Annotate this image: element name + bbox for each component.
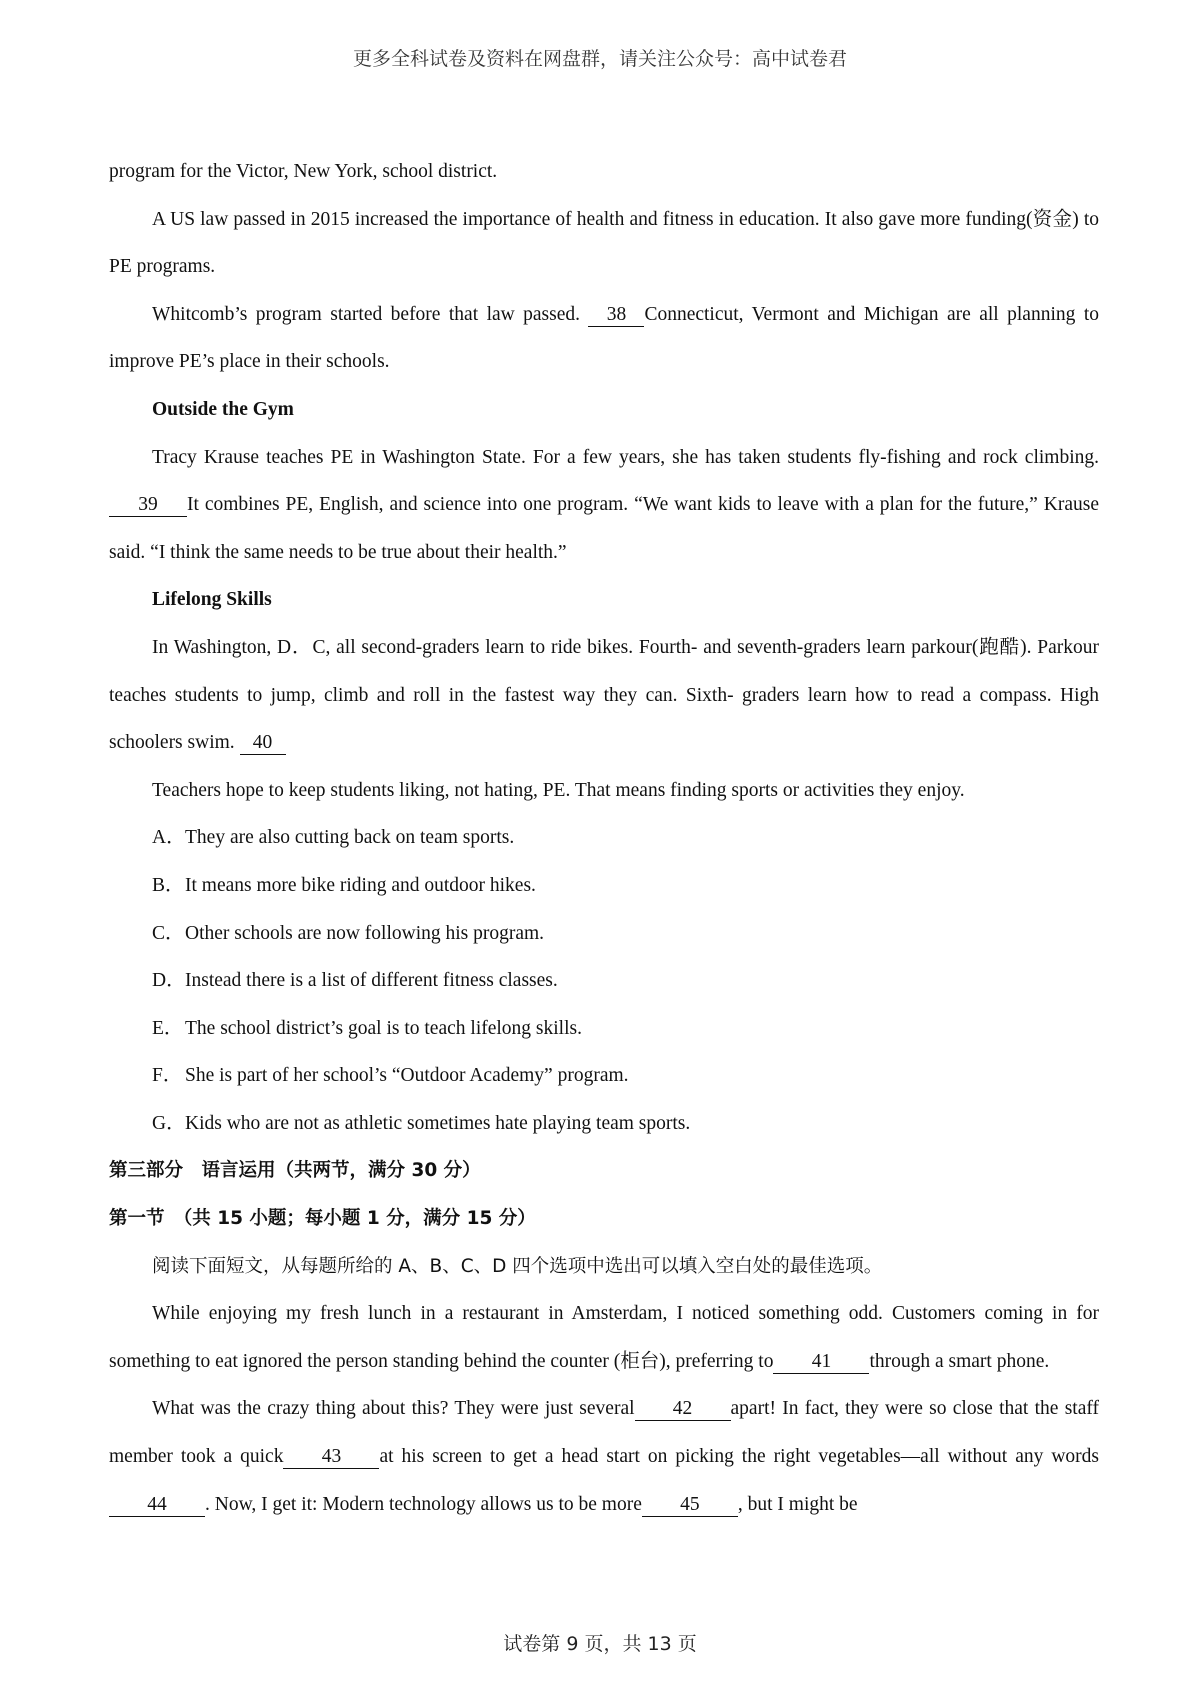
- paragraph-crazy-text-b: apart! In fact, they were so close that the staff member took a quick: [109, 1398, 1100, 1468]
- option-letter: A．: [152, 827, 186, 849]
- paragraph-dc-text: In Washington, D．C, all second-graders learn to ride bikes. Fourth- and seventh-graders learn parkour(跑酷). Parkour teaches students to jump, climb and roll in the fastest way they can. Sixth- graders learn how to read a compass. High schoolers swim.: [109, 636, 1099, 754]
- heading-outside-gym: Outside the Gym: [152, 398, 294, 420]
- paragraph-program: [109, 291, 1099, 386]
- paragraph-restaurant-text-a: While enjoying my fresh lunch in a restaurant in Amsterdam, I noticed something odd. Customers coming in for something to eat ignored the person standing behind the counter (柜台), preferring to: [109, 1303, 1099, 1372]
- option-a[interactable]: [109, 814, 1099, 862]
- paragraph-crazy-text-a: What was the crazy thing about this? They were just several: [152, 1398, 635, 1420]
- blank-40[interactable]: 40: [240, 732, 286, 755]
- option-b[interactable]: [109, 862, 1099, 910]
- paragraph-program-text-b: Connecticut, Vermont and Michigan are all planning to improve PE’s place in their schools.: [109, 303, 1099, 373]
- paragraph-dc: [109, 624, 1099, 767]
- page-footer: 试卷第 9 页，共 13 页: [503, 1633, 697, 1655]
- section-title: 第三部分 语言运用（共两节，满分 30 分）: [109, 1160, 481, 1182]
- blank-44[interactable]: 44: [109, 1494, 205, 1517]
- paragraph-krause-text-a: Tracy Krause teaches PE in Washington State. For a few years, she has taken students fly-fishing and rock climbing.: [152, 446, 1099, 468]
- option-text: Other schools are now following his program.: [185, 922, 545, 944]
- option-text: It means more bike riding and outdoor hikes.: [185, 874, 536, 896]
- paragraph-crazy-text-e: , but I might be: [737, 1493, 858, 1515]
- option-text: The school district’s goal is to teach lifelong skills.: [185, 1017, 582, 1039]
- option-c[interactable]: [109, 910, 1099, 958]
- paragraph-restaurant-text-b: through a smart phone.: [869, 1350, 1050, 1372]
- paragraph-law: A US law passed in 2015 increased the importance of health and fitness in education. It also gave more funding(资金) to PE programs.: [109, 208, 1099, 278]
- options-list: [109, 814, 1099, 1147]
- option-d[interactable]: [109, 957, 1099, 1005]
- option-text: Kids who are not as athletic sometimes hate playing team sports.: [185, 1112, 691, 1134]
- option-text: She is part of her school’s “Outdoor Academy” program.: [185, 1065, 629, 1087]
- paragraph-krause-text-b: It combines PE, English, and science into one program. “We want kids to leave with a plan for the future,” Krause said. “I think the same needs to be true about their health.”: [109, 494, 1099, 563]
- option-letter: D．: [152, 970, 186, 992]
- paragraph-program-text-a: Whitcomb’s program started before that law passed.: [152, 303, 589, 325]
- section-instruction: 阅读下面短文，从每题所给的 A、B、C、D 四个选项中选出可以填入空白处的最佳选项。: [152, 1255, 883, 1277]
- option-f[interactable]: [109, 1052, 1099, 1100]
- heading-lifelong-skills: Lifelong Skills: [152, 589, 272, 611]
- blank-42[interactable]: 42: [635, 1398, 731, 1421]
- blank-38[interactable]: 38: [588, 304, 644, 327]
- blank-43[interactable]: 43: [283, 1446, 379, 1469]
- option-g[interactable]: [109, 1100, 1099, 1148]
- option-e[interactable]: [109, 1005, 1099, 1053]
- paragraph-teachers-hope: Teachers hope to keep students liking, not hating, PE. That means finding sports or activities they enjoy.: [152, 779, 965, 801]
- blank-41[interactable]: 41: [773, 1351, 869, 1374]
- option-letter: F．: [152, 1065, 183, 1087]
- option-letter: B．: [152, 874, 185, 896]
- paragraph-krause: [109, 434, 1099, 577]
- line-intro: program for the Victor, New York, school district.: [109, 161, 498, 182]
- option-text: Instead there is a list of different fitness classes.: [185, 970, 558, 992]
- option-letter: G．: [152, 1112, 186, 1134]
- page-content: [109, 148, 1099, 1528]
- page-header: 更多全科试卷及资料在网盘群，请关注公众号：高中试卷君: [352, 48, 847, 70]
- option-letter: E．: [152, 1017, 184, 1039]
- paragraph-restaurant: [109, 1290, 1099, 1385]
- section-subtitle: 第一节 （共 15 小题；每小题 1 分，满分 15 分）: [109, 1208, 536, 1230]
- option-text: They are also cutting back on team sports.: [185, 827, 515, 849]
- blank-39[interactable]: 39: [109, 494, 187, 517]
- blank-45[interactable]: 45: [642, 1494, 738, 1517]
- paragraph-crazy-thing: [109, 1385, 1099, 1528]
- paragraph-crazy-text-c: at his screen to get a head start on picking the right vegetables—all without any words: [379, 1446, 1099, 1468]
- option-letter: C．: [152, 922, 185, 944]
- paragraph-crazy-text-d: . Now, I get it: Modern technology allows us to be more: [205, 1493, 642, 1515]
